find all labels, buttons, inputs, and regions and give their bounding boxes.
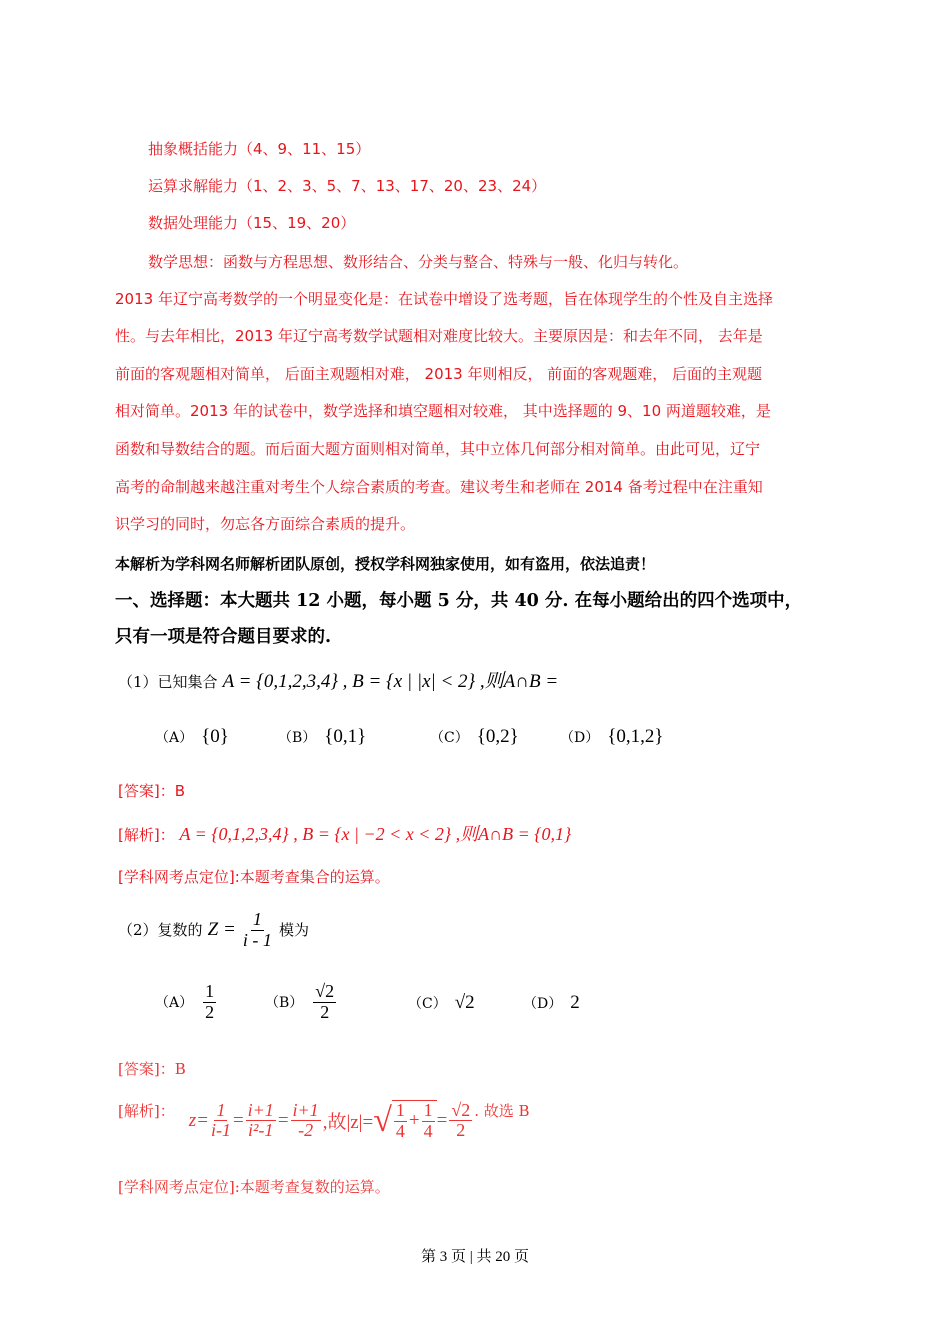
denominator: 4 xyxy=(395,1120,405,1141)
fraction xyxy=(291,1101,321,1142)
analysis-label: [解析]： xyxy=(118,826,175,844)
question-1-option-c xyxy=(430,726,519,748)
denominator: i²-1 xyxy=(248,1120,274,1141)
question-2-option-c xyxy=(408,992,475,1014)
option-value: {0} xyxy=(201,726,229,747)
summary-line: 高考的命制越来越注重对考生个人综合素质的考查。建议考生和老师在 2014 备考过程中在注重知 xyxy=(115,478,763,496)
numerator: √2 xyxy=(451,1099,471,1120)
fraction xyxy=(211,1101,231,1142)
question-1-stem xyxy=(118,666,558,693)
sqrt-sign: √ xyxy=(373,1101,392,1139)
stem-text: 模为 xyxy=(278,920,309,939)
fraction xyxy=(422,1101,435,1142)
copyright-notice: 本解析为学科网名师解析团队原创，授权学科网独家使用，如有盗用，依法追责！ xyxy=(115,555,656,573)
numerator: 1 xyxy=(252,909,262,929)
denominator: -2 xyxy=(298,1120,314,1141)
option-label: （C） xyxy=(408,996,447,1012)
math-text: z= xyxy=(188,1109,209,1131)
radicand xyxy=(392,1100,437,1142)
question-2-analysis xyxy=(118,1100,530,1142)
numerator: √2 xyxy=(315,981,335,1001)
question-1-analysis xyxy=(118,820,571,846)
section-heading: 只有一项是符合题目要求的. xyxy=(115,627,332,647)
stem-fraction xyxy=(243,910,272,951)
option-value: √2 xyxy=(454,992,475,1013)
numerator: 1 xyxy=(216,1099,226,1120)
math-text: = xyxy=(277,1109,289,1131)
question-2-option-d xyxy=(523,992,580,1014)
question-1-option-d xyxy=(560,726,663,748)
summary-line: 相对简单。2013 年的试卷中，数学选择和填空题相对较难， 其中选择题的 9、10 两道题较难，是 xyxy=(115,402,771,420)
numerator: i+1 xyxy=(247,1099,274,1120)
math-thinking-line: 数学思想：函数与方程思想、数形结合、分类与整合、特殊与一般、化归与转化。 xyxy=(148,253,689,271)
question-1-location: [学科网考点定位]:本题考查集合的运算。 xyxy=(118,868,390,886)
analysis-label: [解析]： xyxy=(118,1102,175,1120)
question-2-stem xyxy=(118,910,309,951)
question-1-option-b xyxy=(278,726,366,748)
denominator: 2 xyxy=(205,1001,215,1022)
option-value: 2 xyxy=(570,992,580,1013)
option-value: {0,1} xyxy=(324,726,367,747)
question-1-option-a xyxy=(155,726,229,748)
option-label: （D） xyxy=(523,996,563,1012)
math-text: ,故|z|= xyxy=(322,1112,374,1134)
denominator: 2 xyxy=(320,1001,330,1022)
numerator: 1 xyxy=(395,1100,405,1120)
question-1-answer: [答案]：B xyxy=(118,782,185,800)
option-value: {0,2} xyxy=(476,726,519,747)
summary-line: 前面的客观题相对简单， 后面主观题相对难， 2013 年则相反， 前面的客观题难， 后面的主观题 xyxy=(115,365,763,383)
numerator: 1 xyxy=(423,1100,433,1120)
question-2-option-b xyxy=(265,982,338,1023)
math-text: . 故选 B xyxy=(474,1102,530,1120)
denominator: i-1 xyxy=(210,1120,231,1141)
stem-text: （1）已知集合 xyxy=(118,673,218,691)
stem-var: Z = xyxy=(207,918,236,940)
summary-line: 函数和导数结合的题。而后面大题方面则相对简单，其中立体几何部分相对简单。由此可见，辽宁 xyxy=(115,440,761,458)
ability-line: 运算求解能力（1、2、3、5、7、13、17、20、23、24） xyxy=(148,177,547,195)
denominator: 2 xyxy=(456,1120,466,1141)
summary-line: 识学习的同时，勿忘各方面综合素质的提升。 xyxy=(115,515,416,533)
ability-line: 抽象概括能力（4、9、11、15） xyxy=(148,140,371,158)
analysis-math: A = {0,1,2,3,4} , B = {x | −2 < x < 2} ,则A∩B = {0,1} xyxy=(179,824,572,844)
stem-math: A = {0,1,2,3,4} , B = {x | |x| < 2} ,则A∩B = xyxy=(222,671,559,692)
option-label: （D） xyxy=(560,730,600,746)
numerator: 1 xyxy=(205,981,215,1001)
option-value: {0,1,2} xyxy=(607,726,664,747)
question-2-location: [学科网考点定位]:本题考查复数的运算。 xyxy=(118,1178,390,1196)
fraction xyxy=(449,1101,472,1142)
option-label: （C） xyxy=(430,730,469,746)
math-text: = xyxy=(436,1109,448,1131)
numerator: i+1 xyxy=(292,1099,319,1120)
fraction xyxy=(394,1101,407,1142)
denominator: 4 xyxy=(423,1120,433,1141)
math-text: + xyxy=(408,1110,420,1132)
question-2-option-a xyxy=(155,982,218,1023)
summary-line: 性。与去年相比，2013 年辽宁高考数学试题相对难度比较大。主要原因是：和去年不同， 去年是 xyxy=(115,327,763,345)
option-fraction xyxy=(203,982,216,1023)
fraction xyxy=(246,1101,276,1142)
section-heading: 一、选择题：本大题共 12 小题，每小题 5 分，共 40 分. 在每小题给出的四个选项中， xyxy=(115,591,803,611)
page-footer: 第 3 页 | 共 20 页 xyxy=(420,1249,529,1265)
denominator: i - 1 xyxy=(242,929,272,950)
option-label: （A） xyxy=(155,730,194,746)
option-label: （B） xyxy=(278,730,317,746)
option-label: （B） xyxy=(265,994,304,1011)
option-label: （A） xyxy=(155,994,194,1011)
option-fraction xyxy=(313,982,336,1023)
summary-line: 2013 年辽宁高考数学的一个明显变化是：在试卷中增设了选考题，旨在体现学生的个性及自主选择 xyxy=(115,290,773,308)
math-text: = xyxy=(232,1109,244,1131)
question-2-answer: [答案]：B xyxy=(118,1060,186,1078)
ability-line: 数据处理能力（15、19、20） xyxy=(148,214,356,232)
stem-text: （2）复数的 xyxy=(118,920,203,939)
